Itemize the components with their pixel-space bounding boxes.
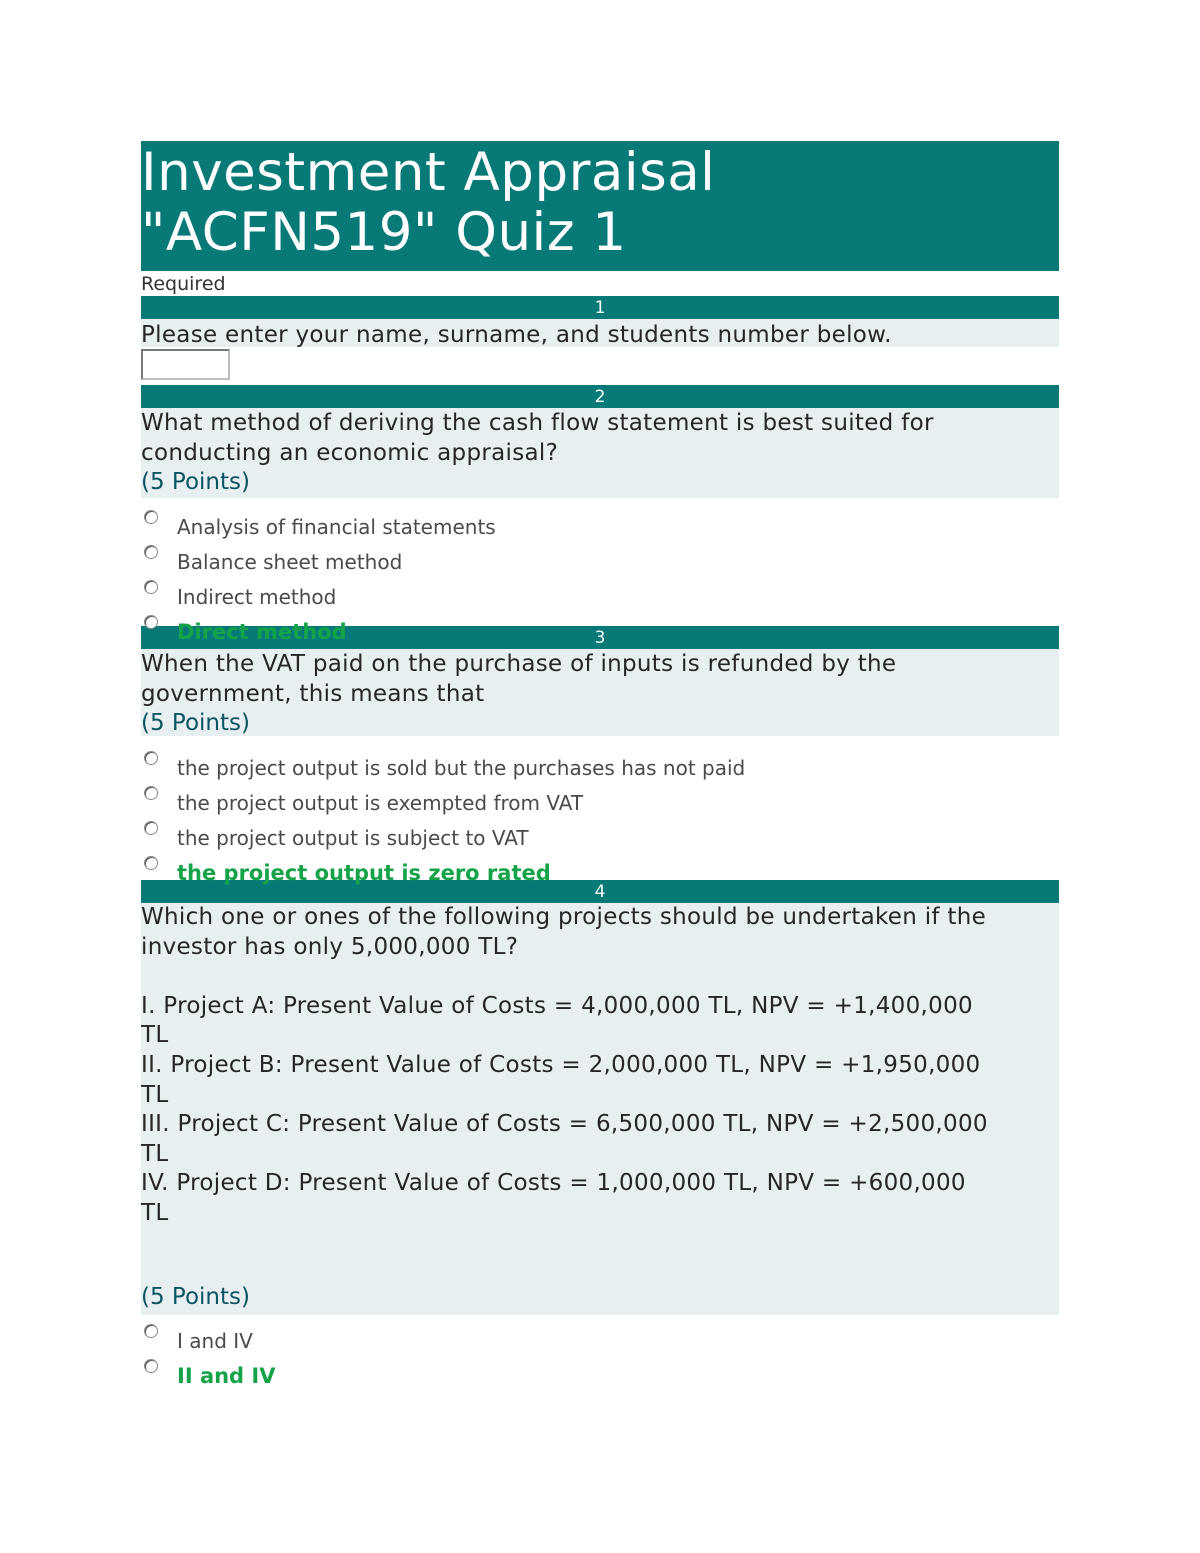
- quiz-title-line-1: Investment Appraisal: [141, 142, 716, 203]
- question-2: [141, 385, 1059, 644]
- question-1: [141, 296, 1059, 385]
- radio-button[interactable]: [144, 856, 158, 870]
- quiz-title-line-2: "ACFN519" Quiz 1: [141, 202, 627, 263]
- quiz-title-banner: [141, 141, 1059, 271]
- project-c-line: III. Project C: Present Value of Costs = 6,500,000 TL, NPV = +2,500,000: [141, 1111, 988, 1138]
- project-b-line: II. Project B: Present Value of Costs = 2,000,000 TL, NPV = +1,950,000: [141, 1051, 981, 1078]
- project-d-line-cont: TL: [141, 1199, 169, 1226]
- question-2-options: [141, 498, 1059, 644]
- correct-answer-label: Direct method: [177, 620, 347, 644]
- question-2-box: [141, 408, 1059, 498]
- radio-button[interactable]: [144, 615, 158, 629]
- question-1-box: [141, 319, 1059, 347]
- answer-option-correct[interactable]: [141, 615, 1059, 650]
- radio-button[interactable]: [144, 1324, 158, 1338]
- question-3-text: [141, 649, 1059, 709]
- answer-option[interactable]: [141, 751, 1059, 786]
- question-number-1: 1: [141, 296, 1059, 319]
- question-3: [141, 626, 1059, 885]
- project-a-line-cont: TL: [141, 1022, 169, 1049]
- radio-button[interactable]: [144, 580, 158, 594]
- question-3-text-line: government, this means that: [141, 681, 485, 707]
- answer-option-label: I and IV: [177, 1329, 253, 1353]
- answer-option-label: the project output is subject to VAT: [177, 826, 529, 850]
- answer-option[interactable]: [141, 580, 1059, 615]
- answer-option[interactable]: [141, 1324, 1059, 1359]
- answer-option[interactable]: [141, 510, 1059, 545]
- project-b-line-cont: TL: [141, 1081, 169, 1108]
- project-c-line-cont: TL: [141, 1140, 169, 1167]
- question-4-options: [141, 1315, 1059, 1394]
- question-2-text: [141, 408, 1059, 468]
- radio-button[interactable]: [144, 751, 158, 765]
- question-1-text-line: Please enter your name, surname, and students number below.: [141, 322, 892, 348]
- question-number-4: 4: [141, 880, 1059, 903]
- question-3-options: [141, 736, 1059, 885]
- question-number-3: 3: [141, 626, 1059, 649]
- correct-answer-label: II and IV: [177, 1364, 276, 1388]
- answer-option-label: the project output is sold but the purchases has not paid: [177, 756, 746, 780]
- answer-option[interactable]: [141, 821, 1059, 856]
- question-2-text-line: conducting an economic appraisal?: [141, 440, 559, 466]
- name-input[interactable]: [141, 349, 230, 380]
- question-1-text: [141, 320, 1059, 350]
- question-2-text-line: What method of deriving the cash flow statement is best suited for: [141, 410, 934, 436]
- correct-answer-label: the project output is zero rated: [177, 861, 551, 885]
- question-3-points: (5 Points): [141, 710, 250, 736]
- radio-button[interactable]: [144, 786, 158, 800]
- answer-option-label: Analysis of financial statements: [177, 515, 496, 539]
- radio-button[interactable]: [144, 821, 158, 835]
- answer-option-label: the project output is exempted from VAT: [177, 791, 584, 815]
- question-number-2: 2: [141, 385, 1059, 408]
- project-d-line: IV. Project D: Present Value of Costs = 1,000,000 TL, NPV = +600,000: [141, 1170, 966, 1197]
- question-4-text-line: [141, 962, 1059, 992]
- question-4-box: [141, 903, 1059, 1315]
- question-2-points: (5 Points): [141, 469, 250, 495]
- question-3-box: [141, 649, 1059, 736]
- answer-option-correct[interactable]: [141, 856, 1059, 891]
- answer-option-label: Indirect method: [177, 585, 337, 609]
- question-1-answer-area: [141, 349, 1059, 385]
- radio-button[interactable]: [144, 545, 158, 559]
- required-label: Required: [141, 273, 226, 295]
- answer-option-correct[interactable]: [141, 1359, 1059, 1394]
- question-4-text-line: investor has only 5,000,000 TL?: [141, 933, 519, 960]
- question-3-text-line: When the VAT paid on the purchase of inputs is refunded by the: [141, 651, 897, 677]
- answer-option[interactable]: [141, 786, 1059, 821]
- project-a-line: I. Project A: Present Value of Costs = 4,000,000 TL, NPV = +1,400,000: [141, 992, 973, 1019]
- radio-button[interactable]: [144, 1359, 158, 1373]
- radio-button[interactable]: [144, 510, 158, 524]
- answer-option-label: Balance sheet method: [177, 550, 403, 574]
- quiz-page: [141, 141, 1059, 1394]
- answer-option[interactable]: [141, 545, 1059, 580]
- question-4-text: [141, 903, 1059, 1229]
- question-4-text-line: Which one or ones of the following projects should be undertaken if the: [141, 904, 987, 930]
- question-4-points: (5 Points): [141, 1283, 250, 1310]
- question-4: [141, 880, 1059, 1394]
